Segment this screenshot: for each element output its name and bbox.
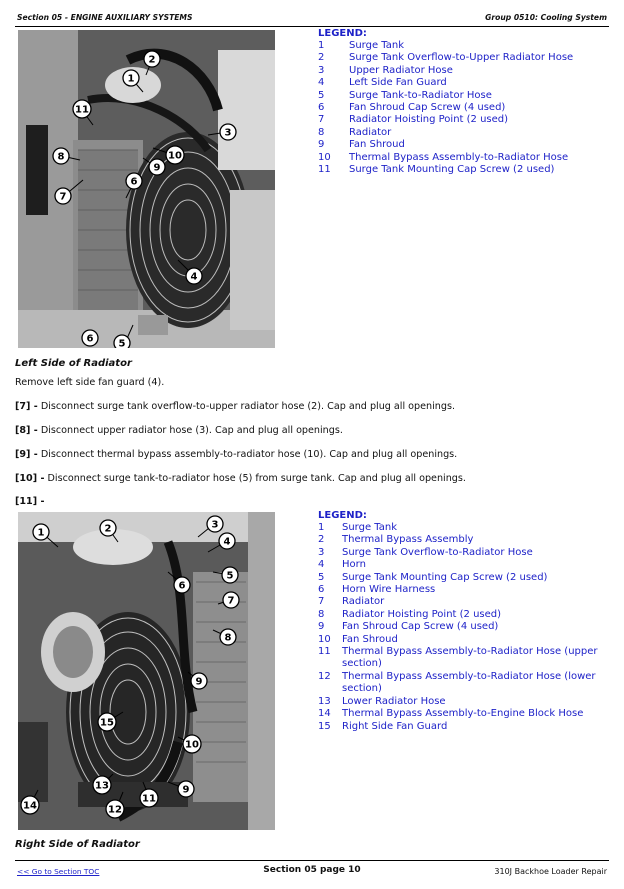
callout-15 [98, 713, 116, 731]
step-11: [11] - [15, 496, 45, 507]
svg-text:9: 9 [153, 162, 161, 174]
callout-7 [55, 188, 71, 204]
page-header [15, 10, 609, 27]
callout-6 [174, 577, 190, 593]
callout-9 [149, 159, 165, 175]
svg-text:11: 11 [142, 793, 156, 805]
figure2-legend [318, 510, 618, 733]
legend-item: 9 Fan Shroud [318, 139, 405, 151]
callout-5 [114, 335, 130, 348]
legend-title: LEGEND: [318, 28, 367, 39]
callout-11 [73, 100, 91, 118]
callout-6b [82, 330, 98, 346]
legend-item: 7 Radiator Hoisting Point (2 used) [318, 114, 509, 126]
callout-3 [220, 124, 236, 140]
callout-9b [178, 781, 194, 797]
svg-text:13: 13 [95, 780, 109, 792]
callout-3 [207, 516, 223, 532]
figure2-callouts [18, 512, 275, 830]
step-7: [7] - Disconnect surge tank overflow-to-upper radiator hose (2). Cap and plug all openings. [15, 401, 456, 412]
legend-item: 7 Radiator [318, 596, 385, 608]
svg-text:5: 5 [118, 338, 126, 348]
group-title: Group 0510: Cooling System [485, 13, 607, 22]
legend-item: 15 Right Side Fan Guard [318, 720, 448, 732]
legend-item: 1 Surge Tank [318, 40, 405, 51]
legend-item: 6 Fan Shroud Cap Screw (4 used) [318, 102, 506, 114]
legend-item: 8 Radiator Hoisting Point (2 used) [318, 608, 502, 620]
page-number: Section 05 page 10 [263, 865, 361, 875]
svg-text:4: 4 [190, 271, 198, 283]
callout-2 [144, 51, 160, 67]
svg-text:8: 8 [57, 151, 65, 163]
svg-text:6: 6 [86, 333, 94, 345]
svg-text:6: 6 [178, 580, 186, 592]
legend-item: 13 Lower Radiator Hose [318, 695, 446, 707]
svg-text:5: 5 [226, 570, 234, 582]
legend-item: 6 Horn Wire Harness [318, 584, 436, 596]
legend-item: 4 Left Side Fan Guard [318, 77, 447, 89]
callout-9a [191, 673, 207, 689]
svg-text:9: 9 [195, 676, 203, 688]
legend-item: 9 Fan Shroud Cap Screw (4 used) [318, 621, 499, 633]
svg-text:3: 3 [224, 127, 232, 139]
callout-10 [183, 735, 201, 753]
svg-text:9: 9 [182, 784, 190, 796]
legend-title: LEGEND: [318, 510, 367, 521]
callout-1 [33, 524, 49, 540]
manual-title: 310J Backhoe Loader Repair [494, 867, 607, 876]
svg-text:2: 2 [104, 523, 112, 535]
callout-10 [166, 146, 184, 164]
step-10: [10] - Disconnect surge tank-to-radiator hose (5) from surge tank. Cap and plug all openings. [15, 473, 466, 484]
section-toc-link[interactable]: << Go to Section TOC [17, 867, 100, 876]
page-footer [15, 860, 609, 879]
figure1-callouts [18, 30, 275, 348]
svg-text:10: 10 [185, 739, 199, 751]
svg-text:11: 11 [75, 104, 89, 116]
legend-item: 8 Radiator [318, 126, 392, 138]
svg-text:14: 14 [23, 800, 37, 812]
legend-item: 5 Surge Tank-to-Radiator Hose [318, 89, 492, 101]
callout-11 [140, 789, 158, 807]
svg-text:7: 7 [227, 595, 235, 607]
legend-item: 3 Upper Radiator Hose [318, 64, 453, 76]
figure1-caption: Left Side of Radiator [15, 358, 132, 369]
section-title: Section 05 - ENGINE AUXILIARY SYSTEMS [17, 13, 193, 22]
step-8: [8] - Disconnect upper radiator hose (3). Cap and plug all openings. [15, 425, 343, 436]
legend-item: 10 Fan Shroud [318, 633, 398, 645]
callout-5 [222, 567, 238, 583]
legend-item: 2 Thermal Bypass Assembly [318, 534, 474, 546]
legend-item: 2 Surge Tank Overflow-to-Upper Radiator Hose [318, 52, 574, 64]
step-intro: Remove left side fan guard (4). [15, 377, 165, 388]
callout-6a [126, 173, 142, 189]
callout-4 [219, 533, 235, 549]
legend-item: 1 Surge Tank [318, 522, 398, 533]
svg-text:15: 15 [100, 717, 114, 729]
callout-8 [220, 629, 236, 645]
svg-text:6: 6 [130, 176, 138, 188]
step-9: [9] - Disconnect thermal bypass assembly-to-radiator hose (10). Cap and plug all openings. [15, 449, 458, 460]
svg-text:7: 7 [59, 191, 67, 203]
callout-1 [123, 70, 139, 86]
legend-item: 5 Surge Tank Mounting Cap Screw (2 used) [318, 571, 548, 583]
legend-item: 10 Thermal Bypass Assembly-to-Radiator Hose [318, 151, 569, 163]
svg-text:1: 1 [37, 527, 45, 539]
svg-text:3: 3 [211, 519, 219, 531]
figure1-legend [318, 28, 618, 176]
svg-text:8: 8 [224, 632, 232, 644]
svg-text:12: 12 [108, 804, 122, 816]
svg-text:4: 4 [223, 536, 231, 548]
figure2-caption: Right Side of Radiator [15, 839, 140, 850]
callout-7 [223, 592, 239, 608]
callout-12 [106, 800, 124, 818]
svg-text:1: 1 [127, 73, 135, 85]
legend-item: 12 Thermal Bypass Assembly-to-Radiator Hose (lower section) [318, 670, 596, 695]
callout-4 [186, 268, 202, 284]
callout-2 [100, 520, 116, 536]
legend-item: 3 Surge Tank Overflow-to-Radiator Hose [318, 546, 533, 558]
legend-item: 11 Surge Tank Mounting Cap Screw (2 used) [318, 164, 555, 176]
callout-14 [21, 796, 39, 814]
legend-item: 14 Thermal Bypass Assembly-to-Engine Block Hose [318, 708, 584, 720]
callout-8 [53, 148, 69, 164]
legend-item: 11 Thermal Bypass Assembly-to-Radiator Hose (upper section) [318, 646, 598, 670]
callout-13 [93, 776, 111, 794]
svg-text:10: 10 [168, 150, 182, 162]
legend-item: 4 Horn [318, 559, 366, 571]
svg-text:2: 2 [148, 54, 156, 66]
